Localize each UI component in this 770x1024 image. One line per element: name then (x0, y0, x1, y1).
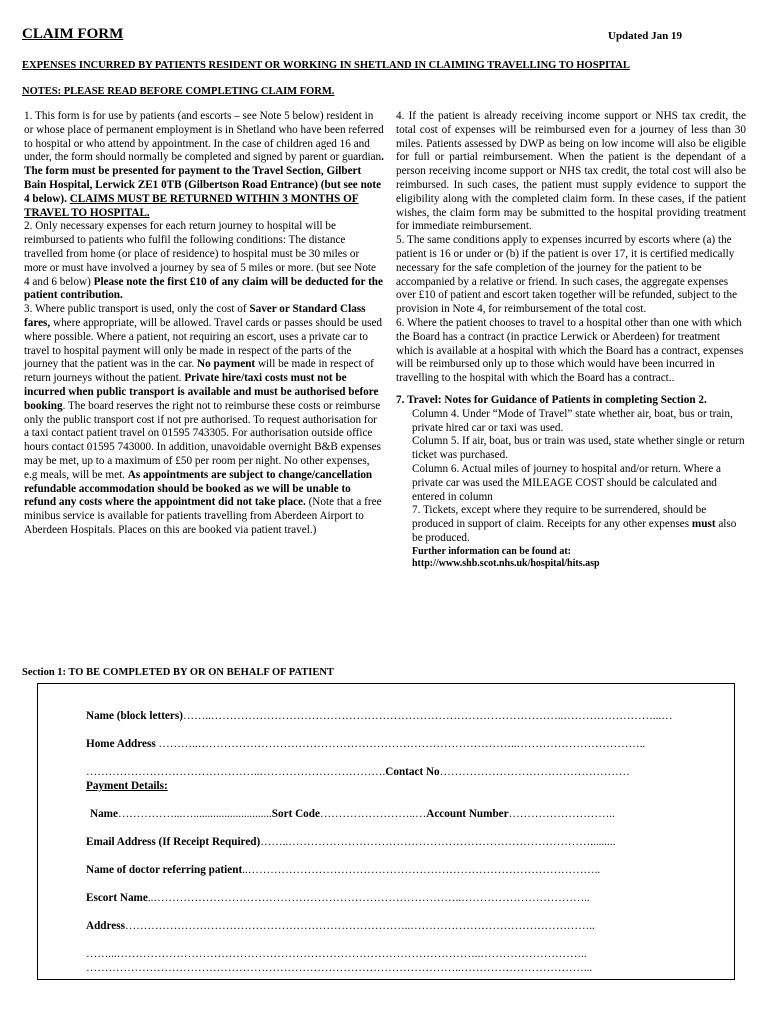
notes-title: NOTES: PLEASE READ BEFORE COMPLETING CLAIM FORM. (22, 86, 335, 97)
payment-details-row[interactable]: Name……………...…............................Sort Code……………………..…Account Number……………………….. (90, 808, 615, 820)
note-6: 6. Where the patient chooses to travel to a hospital other than one with which the Board has a contract (in practice Lerwick or Aberdeen) for treatment which is available at a hospital with which the Board has a contract, expenses will be reimbursed only up to those which would have been incurred in travelling to the hospital with which the Board has a contract.. (396, 316, 744, 385)
note-7-tickets: 7. Tickets, except where they require to be surrendered, should be produced in support of claim. Receipts for any other expenses must also be produced. (412, 504, 737, 544)
home-address-field[interactable]: Home Address ………..…………………………………………………………………………..…………………………….. (86, 738, 646, 750)
note-7-column-5: Column 5. If air, boat, bus or train was used, state whether single or return ticket was purchased. (412, 435, 745, 462)
escort-name-field[interactable]: Escort Name..………………………………………………………………………..…………………………….. (86, 892, 590, 904)
referring-doctor-field[interactable]: Name of doctor referring patient..………………………………………………………………………………….. (86, 864, 601, 876)
form-title: CLAIM FORM (22, 26, 124, 42)
note-1: 1. This form is for use by patients (and escorts – see Note 5 below) resident in or whose place of permanent employment is in Shetland who have been referred to hospital or who attend by appointment. In the case of children aged 16 and under, the form should normally be completed and signed by parent or guardian. The form must be presented for payment to the Travel Section, Gilbert Bain Hospital, Lerwick ZE1 0TB (Gilbertson Road Entrance) (but see note 4 below). CLAIMS MUST BE RETURNED WITHIN 3 MONTHS OF TRAVEL TO HOSPITAL. (24, 110, 384, 219)
section-1-label: Section 1: TO BE COMPLETED BY OR ON BEHALF OF PATIENT (22, 667, 334, 678)
note-2: 2. Only necessary expenses for each return journey to hospital will be reimbursed to patients who fulfil the following conditions: The distance travelled from home (or place of residence) to hospital must be 30 miles or more or must have involved a journey by sea of 5 miles or more. (but see Note 4 and 6 below) Please note the first £10 of any claim will be deducted for the patient contribution. (24, 220, 383, 302)
email-field[interactable]: Email Address (If Receipt Required)……..………………………………………………………………………......... (86, 836, 616, 848)
info-link[interactable]: http://www.shb.scot.nhs.uk/hospital/hits.asp (412, 558, 600, 570)
note-5: 5. The same conditions apply to expenses incurred by escorts where (a) the patient is 16 or under or (b) if the patient is over 17, it is certified medically necessary for the safe completion of the journey for the patient to be accompanied by a relative or friend. In such cases, the aggregate expenses over £10 of patient and escort taken together will be refunded, subject to the provision in Note 4, for reimbursement of the total cost. (396, 234, 738, 316)
updated-date: Updated Jan 19 (608, 30, 682, 42)
notes-right-column (396, 110, 746, 571)
payment-details-label: Payment Details: (86, 780, 168, 792)
note-4: 4. If the patient is already receiving income support or NHS tax credit, the total cost of expenses will be reimbursed even for a journey of less than 30 miles. Patients assessed by DWP as being on low income will also be eligible for full or partial reimbursement. When the patient is the dependant of a person receiving income support or NHS tax credit, the total cost will also be reimbursed. In such cases, the patient must supply evidence to support the eligibility along with the completed claim form. In these cases, if the patient wishes, the claim form may be submitted to the hospital providing treatment for immediate reimbursement. (396, 110, 746, 233)
form-heading: EXPENSES INCURRED BY PATIENTS RESIDENT OR WORKING IN SHETLAND IN CLAIMING TRAVELLING TO HOSPITAL (22, 60, 630, 71)
escort-address-line-2[interactable]: ……...……………………………………………………………………………………..……………………….. (86, 948, 587, 960)
further-info: Further information can be found at: (412, 545, 571, 557)
note-7-column-4: Column 4. Under “Mode of Travel” state whether air, boat, bus or train, private hired car or taxi was used. (412, 407, 733, 434)
claims-deadline: CLAIMS MUST BE RETURNED WITHIN 3 MONTHS OF TRAVEL TO HOSPITAL. (24, 192, 359, 219)
note-3: 3. Where public transport is used, only the cost of Saver or Standard Class fares, where appropriate, will be allowed. Travel cards or passes should be used where possible. Where a patient, not requiring an escort, uses a private car to travel to hospital payment will only be made in respect of the parts of the journey that the patient was in the car. No payment will be made in respect of return journeys without the patient. Private hire/taxi costs must not be incurred when public transport is available and must be authorised before booking. The board reserves the right not to reimburse these costs or reimburse only the public transport cost if not pre authorised. To request authorisation for a taxi contact patient travel on 01595 743305. For authorisation outside office hours contact 01595 743000. In addition, unavoidable overnight B&B expenses may be met, up to a maximum of £50 per room per night. No other expenses, e.g meals, will be met. As appointments are subject to change/cancellation refundable accommodation should be booked as we will be unable to refund any costs where the appointment did not take place. (Note that a free minibus service is available for patients travelling from Aberdeen Airport to Aberdeen Hospitals. Places on this are booked via patient travel.) (24, 303, 383, 536)
escort-address-line-3[interactable]: ………………………………………………………………………………………..……………………………... (86, 962, 593, 974)
section-1-box (37, 683, 735, 980)
notes-left-column (24, 110, 384, 538)
note-7-title: 7. Travel: Notes for Guidance of Patients in completing Section 2. (396, 393, 707, 406)
escort-address-field[interactable]: Address…………………………………………………………………..………………………………………….. (86, 920, 595, 932)
name-field[interactable]: Name (block letters)……..…………………………………………………………………………………..……………………...… (86, 710, 673, 722)
contact-number-field[interactable]: ………………………………………..…………………………….Contact No…………………………………………… (86, 766, 630, 778)
note-7-column-6: Column 6. Actual miles of journey to hospital and/or return. Where a private car was used the MILEAGE COST should be calculated and entered in column (412, 462, 721, 503)
